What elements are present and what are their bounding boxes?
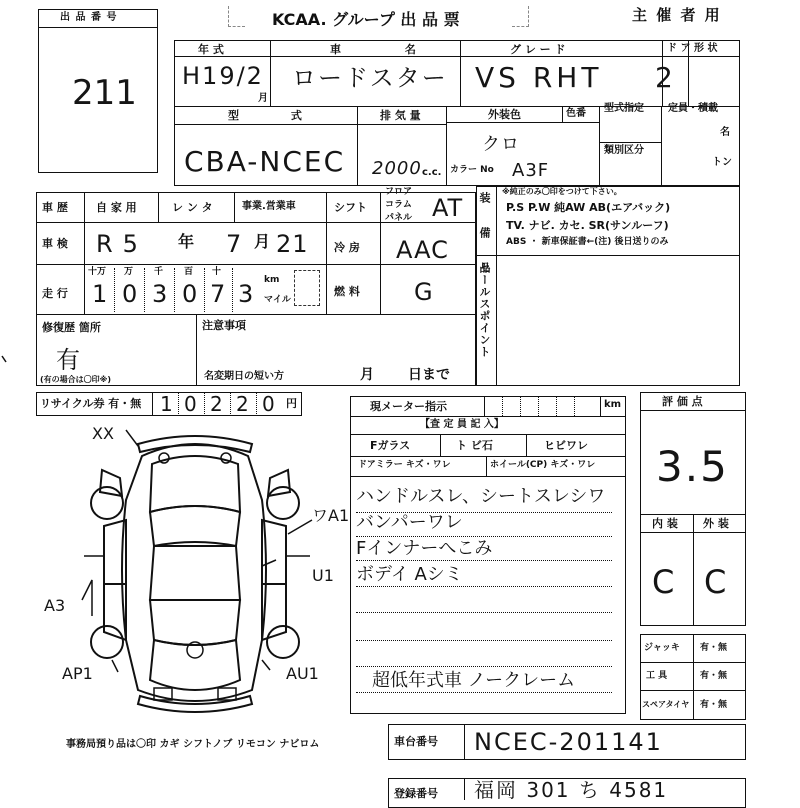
displacement-value: 2000: [372, 158, 422, 179]
recycle-digit-2: 0: [184, 392, 198, 416]
interior-value: C: [652, 563, 676, 601]
remark-line-3: Fインナーへこみ: [356, 538, 493, 559]
interior-label: 内 装: [652, 517, 678, 530]
fuel-label: 燃 料: [334, 285, 360, 298]
tool-label: 工 具: [646, 671, 668, 681]
doors-value: 2: [655, 61, 674, 94]
sales-point-label: セールスポイント: [478, 262, 491, 358]
ton-unit: トン: [712, 157, 732, 168]
color-code-value: A3F: [512, 160, 550, 181]
color-value: クロ: [482, 134, 520, 155]
diagram-mark-u1: U1: [312, 566, 334, 585]
remark-line-2: バンパーワレ: [356, 512, 463, 533]
mileage-digit-4: 0: [182, 280, 199, 308]
mileage-digit-6: 3: [238, 280, 255, 308]
exterior-value: C: [704, 563, 728, 601]
mileage-unit-2: 万: [124, 267, 134, 277]
shape-label: 形 状: [694, 43, 718, 54]
diagram-mark-wa1: ワA1: [312, 506, 350, 525]
doors-label: ド ア: [667, 43, 691, 54]
inspection-label: 車 検: [42, 237, 68, 250]
mileage-digit-1: 1: [92, 280, 109, 308]
remark-line-5: 超低年式車 ノークレーム: [372, 670, 576, 691]
name-value: ロードスター: [292, 64, 448, 92]
rental-label: レ ン タ: [172, 201, 213, 214]
recycle-label: リサイクル券 有・無: [40, 397, 142, 410]
equipment-line-3: TV. ナビ. カセ. SR(サンルーフ): [506, 219, 669, 232]
shift-option-floor: フロア: [385, 187, 413, 197]
jack-value: 有・無: [700, 643, 728, 653]
color-no-label: 色番: [566, 108, 586, 119]
expiry-day-label: 日まで: [408, 367, 450, 383]
remark-line-1: ハンドルスレ、シートスレシワ: [356, 486, 606, 507]
diagram-mark-ap1: AP1: [62, 664, 93, 683]
inspection-year: R5: [96, 230, 148, 258]
mileage-unit-4: 百: [184, 267, 194, 277]
short-expiry-label: 名変期日の短い方: [204, 371, 284, 382]
mileage-digit-5: 7: [210, 280, 227, 308]
year-value: H19/2: [182, 62, 264, 90]
model-label: 型 式: [228, 109, 326, 122]
inspection-month: 7: [226, 230, 243, 258]
jack-label: ジャッキ: [644, 643, 680, 653]
recycle-digit-5: 0: [262, 392, 276, 416]
equipment-side-label: 装 備 品: [478, 192, 491, 283]
shift-option-panel: パネル: [385, 213, 413, 223]
capacity-label: 定員・積載: [668, 103, 718, 114]
shift-option-column: コラム: [385, 200, 412, 210]
diagram-mark-au1: AU1: [286, 664, 319, 683]
notes-label: 注意事項: [202, 319, 246, 332]
category-label: 類別区分: [604, 145, 644, 156]
grade-value: VS RHT: [475, 61, 603, 94]
month-unit: 月: [258, 93, 268, 104]
type-spec-label: 型式指定: [604, 103, 644, 114]
score-label: 評 価 点: [662, 395, 703, 408]
shift-value: AT: [432, 194, 464, 222]
inspection-day: 21: [276, 230, 309, 258]
equipment-line-2: P.S P.W 純AW AB(エアバック): [506, 201, 671, 214]
recycle-digit-1: 1: [160, 392, 174, 416]
repair-note: (有の場合は〇印※): [40, 375, 112, 384]
recycle-digit-3: 2: [210, 392, 224, 416]
tool-value: 有・無: [700, 671, 728, 681]
spare-tire-value: 有・無: [700, 700, 728, 710]
name-label: 車 名: [330, 43, 446, 56]
f-glass-label: Fガラス: [370, 439, 411, 452]
lot-number-value: 211: [72, 73, 137, 113]
equipment-line-4: ABS ・ 新車保証書←(注) 後日送りのみ: [506, 237, 669, 247]
ac-label: 冷 房: [334, 241, 360, 254]
grade-label: グ レ ー ド: [510, 43, 566, 56]
door-mirror-label: ドアミラー キズ・ワレ: [358, 460, 451, 470]
meter-km-unit: km: [604, 399, 622, 410]
mileage-label: 走 行: [42, 287, 68, 300]
inspection-year-unit: 年: [178, 232, 195, 251]
yen-unit: 円: [286, 397, 297, 410]
diagram-mark-a3: A3: [44, 596, 66, 615]
repair-label: 修復歴 箇所: [42, 321, 101, 334]
people-unit: 名: [720, 127, 730, 138]
lot-number-label: 出 品 番 号: [60, 12, 118, 23]
mileage-unit-3: 千: [154, 267, 164, 277]
history-label: 車 歴: [42, 201, 68, 214]
spare-tire-label: スペアタイヤ: [642, 700, 690, 709]
mileage-unit-1: 十万: [88, 267, 107, 277]
organizer-label: 主 催 者 用: [632, 6, 722, 24]
chassis-label: 車台番号: [394, 735, 438, 748]
inspector-label: 【査 定 員 記 入】: [420, 419, 504, 430]
private-use-label: 自 家 用: [96, 201, 137, 214]
exterior-grade-label: 外 装: [703, 517, 729, 530]
remark-line-4: ボデイ Aシミ: [356, 564, 463, 585]
stone-chip-label: ト ビ石: [456, 439, 493, 452]
displacement-label: 排 気 量: [380, 109, 421, 122]
score-value: 3.5: [656, 442, 729, 491]
repair-value: 有: [56, 346, 81, 374]
ac-value: AAC: [396, 236, 449, 264]
registration-label: 登録番号: [394, 787, 438, 800]
inspection-month-unit: 月: [254, 232, 271, 251]
mileage-unit-5: 十: [212, 267, 222, 277]
office-note: 事務局預り品は〇印 カギ シフトノブ リモコン ナビロム: [66, 739, 320, 750]
crack-label: ヒビワレ: [544, 439, 588, 452]
fuel-value: G: [414, 278, 434, 306]
km-label: km: [264, 275, 280, 285]
diagram-mark-xx: XX: [92, 424, 114, 443]
expiry-month-label: 月: [360, 367, 374, 383]
registration-value: 福岡 301 ち 4581: [474, 778, 669, 802]
chassis-value: NCEC-201141: [474, 728, 663, 756]
recycle-digit-4: 2: [236, 392, 250, 416]
mile-label: マイル: [264, 295, 291, 305]
exterior-color-label: 外装色: [488, 108, 521, 121]
mileage-digit-2: 0: [122, 280, 139, 308]
meter-label: 現メーター指示: [370, 400, 447, 413]
equipment-note: ※純正のみ〇印をつけて下さい。: [502, 187, 622, 196]
cc-unit: c.c.: [422, 167, 442, 178]
model-value: CBA-NCEC: [184, 145, 346, 178]
business-use-label: 事業.営業車: [242, 201, 296, 212]
wheel-label: ホイール(CP) キズ・ワレ: [490, 460, 596, 470]
year-label: 年 式: [198, 43, 224, 56]
mileage-digit-3: 3: [152, 280, 169, 308]
shift-label: シフト: [334, 201, 367, 214]
page-title: KCAA. グループ 出 品 票: [272, 10, 460, 29]
color-code-label: カラー No: [450, 165, 494, 175]
